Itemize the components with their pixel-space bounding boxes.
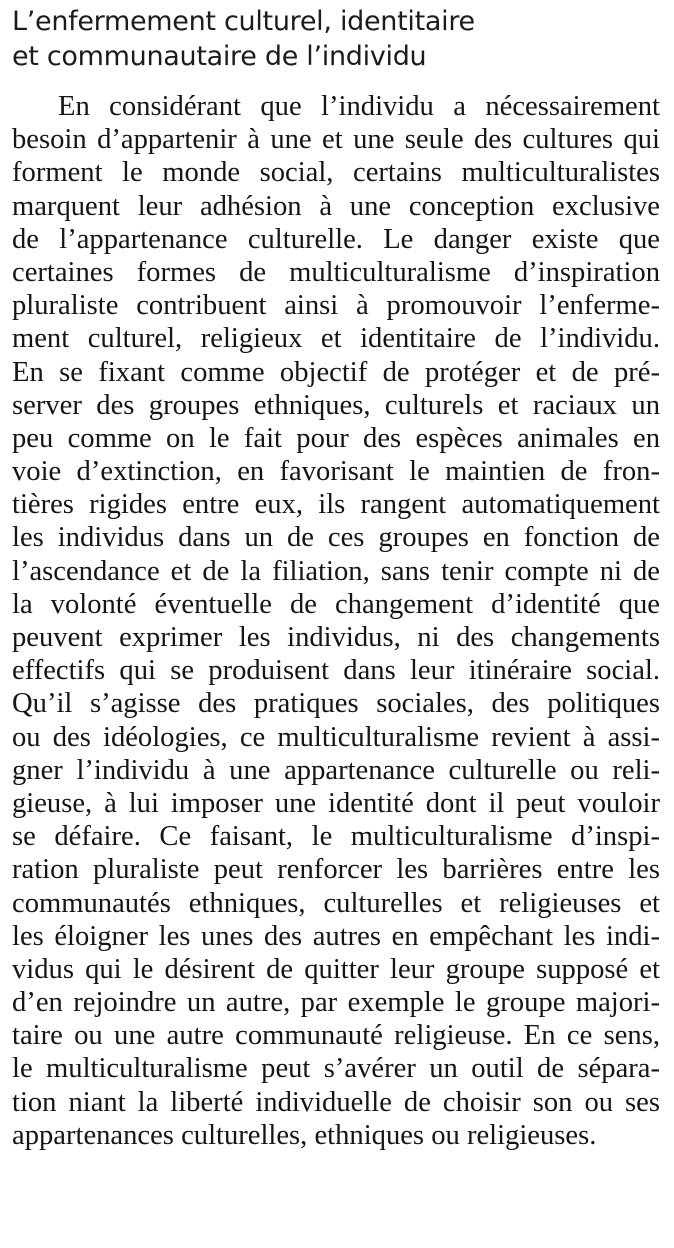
paragraph-line: appartenances culturelles, ethniques ou religieuses.: [12, 1119, 597, 1151]
paragraph-line: En se fixant comme objectif de protéger et de pré-: [12, 356, 660, 388]
paragraph-line: la volonté éventuelle de changement d’identité que: [12, 588, 660, 620]
paragraph-line: tion niant la liberté individuelle de choisir son ou ses: [12, 1086, 660, 1118]
paragraph-line: marquent leur adhésion à une conception exclusive: [12, 190, 660, 222]
paragraph-line: vidus qui le désirent de quitter leur groupe supposé et: [12, 953, 660, 985]
body-paragraph: [12, 90, 660, 1152]
section-heading: [12, 4, 662, 74]
section-heading-line-1: L’enfermement culturel, identitaire: [12, 6, 475, 37]
paragraph-line: l’ascendance et de la filiation, sans tenir compte ni de: [12, 555, 660, 587]
section-heading-line-2: et communautaire de l’individu: [12, 41, 427, 72]
paragraph-line: En considérant que l’individu a nécessairement: [58, 91, 660, 122]
paragraph-line: communautés ethniques, culturelles et religieuses et: [12, 887, 660, 919]
paragraph-line: gieuse, à lui imposer une identité dont il peut vouloir: [12, 787, 660, 819]
paragraph-line: tières rigides entre eux, ils rangent automatiquement: [12, 489, 660, 521]
paragraph-line: ou des idéologies, ce multiculturalisme revient à assi-: [12, 721, 660, 753]
paragraph-line: Qu’il s’agisse des pratiques sociales, des politiques: [12, 688, 660, 720]
paragraph-line: se défaire. Ce faisant, le multiculturalisme d’inspi-: [12, 821, 660, 853]
paragraph-line: gner l’individu à une appartenance culturelle ou reli-: [12, 754, 660, 786]
paragraph-line: server des groupes ethniques, culturels et raciaux un: [12, 389, 660, 421]
paragraph-line: de l’appartenance culturelle. Le danger existe que: [12, 223, 660, 255]
paragraph-line: les individus dans un de ces groupes en fonction de: [12, 522, 660, 554]
paragraph-line: voie d’extinction, en favorisant le maintien de fron-: [12, 456, 660, 488]
paragraph-line: forment le monde social, certains multiculturalistes: [12, 157, 660, 189]
paragraph-line: le multiculturalisme peut s’avérer un outil de sépara-: [12, 1053, 660, 1085]
paragraph-line: ration pluraliste peut renforcer les barrières entre les: [12, 854, 660, 886]
paragraph-line: certaines formes de multiculturalisme d’inspiration: [12, 256, 660, 288]
paragraph-line: besoin d’appartenir à une et une seule des cultures qui: [12, 124, 660, 156]
paragraph-line: taire ou une autre communauté religieuse. En ce sens,: [12, 1020, 660, 1052]
paragraph-line: d’en rejoindre un autre, par exemple le groupe majori-: [12, 987, 660, 1019]
paragraph-line: peuvent exprimer les individus, ni des changements: [12, 622, 660, 653]
paragraph-line: pluraliste contribuent ainsi à promouvoir l’enferme-: [12, 290, 660, 322]
paragraph-line: effectifs qui se produisent dans leur itinéraire social.: [12, 655, 660, 687]
paragraph-line: peu comme on le fait pour des espèces animales en: [12, 422, 660, 454]
paragraph-line: ment culturel, religieux et identitaire de l’individu.: [12, 323, 660, 355]
paragraph-line: les éloigner les unes des autres en empêchant les indi-: [12, 920, 660, 952]
